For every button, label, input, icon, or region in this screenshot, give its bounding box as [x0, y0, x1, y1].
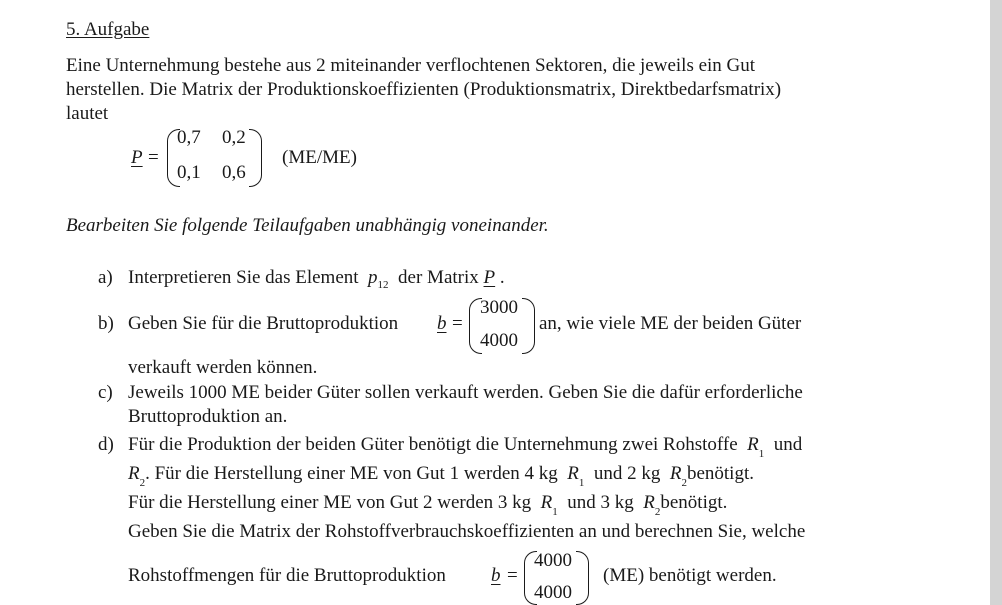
vector-b2-symbol: b	[491, 565, 501, 586]
item-d-line-2-end: benötigt.	[686, 463, 754, 484]
rohstoff-symbol: R	[643, 492, 655, 513]
instruction-text: Bearbeiten Sie folgende Teilaufgaben unabhängig voneinander.	[66, 215, 549, 236]
item-b-text-before: Geben Sie für die Bruttoproduktion	[128, 313, 399, 334]
item-d-line-2	[128, 463, 754, 487]
task-title: 5. Aufgabe	[66, 19, 150, 40]
matrix-cell-12: 0,2	[222, 127, 246, 148]
matrix-p-symbol: P	[131, 147, 143, 168]
item-a-letter: a)	[98, 267, 113, 288]
item-b-text-after: an, wie viele ME der beiden Güter	[539, 313, 802, 334]
vector-b-equals: =	[452, 313, 463, 334]
equals-sign: =	[148, 147, 159, 168]
item-a-text-end: .	[499, 267, 505, 288]
item-d-line-1	[128, 434, 802, 458]
item-d-line-1-text: Für die Produktion der beiden Güter benötigt die Unternehmung zwei Rohstoffe	[128, 434, 738, 455]
rohstoff-index: 2	[139, 477, 146, 489]
rohstoff-index: 2	[681, 477, 687, 489]
item-d-letter: d)	[98, 434, 114, 455]
vector-b2-value-1: 4000	[534, 550, 572, 571]
vector-b2-value-2: 4000	[534, 582, 572, 603]
item-c-line-1: Jeweils 1000 ME beider Güter sollen verkauft werden. Geben Sie die dafür erforderliche	[128, 382, 803, 403]
item-d-line-3	[128, 492, 727, 516]
item-d-line-3-mid: und 3 kg	[567, 492, 634, 513]
item-d-line-3-text: Für die Herstellung einer ME von Gut 2 werden 3 kg	[128, 492, 532, 513]
item-c-line-2: Bruttoproduktion an.	[128, 406, 288, 427]
matrix-unit: (ME/ME)	[282, 147, 357, 168]
right-bracket	[249, 129, 262, 187]
scrollbar-track[interactable]	[990, 0, 1002, 605]
matrix-ref-symbol: P	[483, 267, 496, 288]
vector-b-symbol: b	[437, 313, 447, 334]
item-d-line-5-end: (ME) benötigt werden.	[603, 565, 777, 586]
intro-line-1: Eine Unternehmung bestehe aus 2 miteinander verflochtenen Sektoren, die jeweils ein Gut	[66, 55, 756, 76]
element-symbol: p	[368, 267, 378, 288]
item-b-line-2: verkauft werden können.	[128, 357, 318, 378]
matrix-cell-22: 0,6	[222, 162, 246, 183]
item-d-line-1-end: und	[773, 434, 803, 455]
intro-line-3: lautet	[66, 103, 109, 124]
rohstoff-symbol: R	[669, 463, 682, 484]
rohstoff-index: 2	[654, 506, 661, 518]
rohstoff-index: 1	[552, 506, 558, 518]
vector-b-value-2: 4000	[480, 330, 518, 351]
rohstoff-symbol: R	[567, 463, 579, 484]
item-d-line-4: Geben Sie die Matrix der Rohstoffverbrauchskoeffizienten an und berechnen Sie, welche	[128, 521, 806, 542]
matrix-cell-21: 0,1	[177, 162, 201, 183]
vector-b-value-1: 3000	[480, 297, 518, 318]
rohstoff-index: 1	[758, 448, 765, 460]
item-b-letter: b)	[98, 313, 114, 334]
item-a-text-before: Interpretieren Sie das Element	[128, 267, 359, 288]
rohstoff-index: 1	[578, 477, 585, 489]
item-d-line-3-end: benötigt.	[660, 492, 728, 513]
matrix-cell-11: 0,7	[177, 127, 201, 148]
item-d-line-2-mid: und 2 kg	[593, 463, 661, 484]
rohstoff-symbol: R	[540, 492, 553, 513]
item-a-text	[128, 267, 505, 291]
vector-b-right-bracket	[522, 298, 535, 354]
vector-b2-equals: =	[507, 565, 518, 586]
rohstoff-symbol: R	[128, 463, 140, 484]
intro-line-2: herstellen. Die Matrix der Produktionskoeffizienten (Produktionsmatrix, Direktbedarfsmatrix)	[66, 79, 782, 100]
item-d-line-2-text: . Für die Herstellung einer ME von Gut 1 werden 4 kg	[145, 463, 558, 484]
item-a-text-middle: der Matrix	[398, 267, 479, 288]
item-c-letter: c)	[98, 382, 113, 403]
element-index: 12	[377, 279, 389, 291]
rohstoff-symbol: R	[747, 434, 759, 455]
vector-b2-right-bracket	[576, 551, 589, 605]
item-d-line-5-text: Rohstoffmengen für die Bruttoproduktion	[128, 565, 446, 586]
